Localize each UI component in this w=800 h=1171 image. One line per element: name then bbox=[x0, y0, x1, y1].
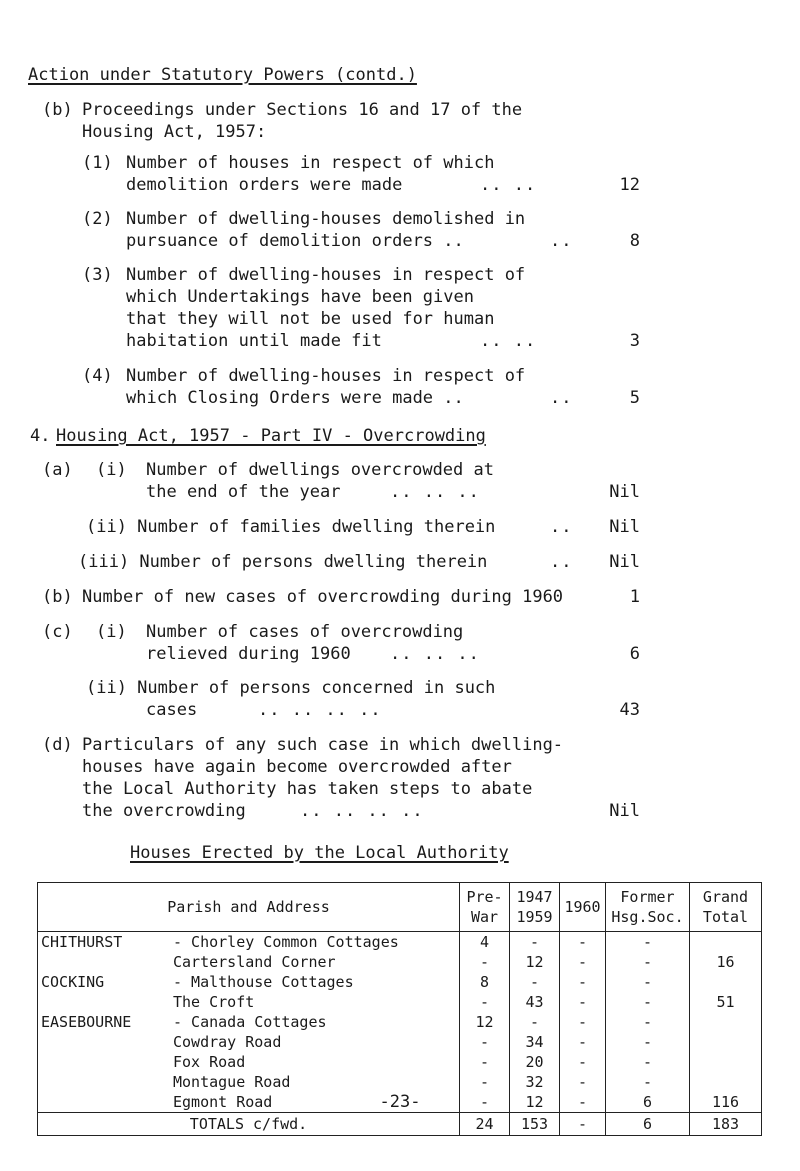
header-1947-1959: 1947 1959 bbox=[510, 883, 560, 932]
section-4a-iii-dots: .. bbox=[550, 552, 573, 572]
section-4c-i-marker: (i) bbox=[96, 622, 127, 642]
item-4-dots: .. bbox=[550, 388, 573, 408]
cell-address: Montague Road bbox=[173, 1072, 291, 1091]
item-3-dots: .. .. bbox=[480, 331, 537, 351]
cell-pre-war: - bbox=[460, 1092, 510, 1113]
cell-1960: - bbox=[560, 1032, 606, 1052]
cell-parish: COCKING bbox=[41, 972, 105, 991]
table-header-row bbox=[38, 883, 762, 932]
cell-address: - Malthouse Cottages bbox=[173, 972, 354, 991]
section-4d-line: Particulars of any such case in which dwelling- bbox=[82, 735, 564, 755]
section-4a-i-line2: the end of the year bbox=[146, 482, 341, 502]
page-heading: Action under Statutory Powers (contd.) bbox=[28, 65, 417, 85]
header-pre-war: Pre- War bbox=[460, 883, 510, 932]
section-4a-i-marker: (i) bbox=[96, 460, 127, 480]
table-row bbox=[38, 952, 762, 972]
item-4-line: which Closing Orders were made .. bbox=[126, 388, 464, 408]
cell-parish-address bbox=[38, 1012, 460, 1032]
cell-parish-address bbox=[38, 972, 460, 992]
cell-pre-war: 12 bbox=[460, 1012, 510, 1032]
cell-address: Cartersland Corner bbox=[173, 952, 336, 971]
section-4c-i-dots: .. .. .. bbox=[390, 644, 480, 664]
section-4-title: Housing Act, 1957 - Part IV - Overcrowding bbox=[56, 426, 486, 446]
cell-parish-address bbox=[38, 1072, 460, 1092]
cell-address: - Chorley Common Cottages bbox=[173, 932, 399, 951]
cell-grand-total bbox=[690, 972, 762, 992]
section-4d-marker: (d) bbox=[42, 735, 73, 755]
cell-pre-war: - bbox=[460, 1032, 510, 1052]
section-4c-marker: (c) bbox=[42, 622, 73, 642]
cell-1947-1959: 12 bbox=[510, 952, 560, 972]
item-2-line: Number of dwelling-houses demolished in bbox=[126, 209, 526, 229]
section-4a-ii: (ii) Number of families dwelling therein bbox=[86, 517, 496, 537]
cell-former: - bbox=[606, 1012, 690, 1032]
cell-pre-war: - bbox=[460, 1052, 510, 1072]
cell-grand-total bbox=[690, 932, 762, 953]
item-2-marker: (2) bbox=[82, 209, 113, 229]
cell-address: - Canada Cottages bbox=[173, 1012, 327, 1031]
section-4b-marker: (b) bbox=[42, 587, 73, 607]
cell-address: Egmont Road bbox=[173, 1092, 273, 1111]
section-4c-ii-line2: cases bbox=[146, 700, 198, 720]
section-4-marker: 4. bbox=[30, 426, 51, 446]
section-4d-value: Nil bbox=[609, 801, 640, 821]
section-4d-dots: .. .. .. .. bbox=[300, 801, 424, 821]
cell-parish-address bbox=[38, 1032, 460, 1052]
cell-1947-1959: 20 bbox=[510, 1052, 560, 1072]
cell-former: - bbox=[606, 1052, 690, 1072]
cell-parish: CHITHURST bbox=[41, 932, 123, 951]
cell-grand-total: 16 bbox=[690, 952, 762, 972]
section-4c-ii-line1: (ii) Number of persons concerned in such bbox=[86, 678, 496, 698]
totals-row bbox=[38, 1113, 762, 1136]
table-row bbox=[38, 1032, 762, 1052]
table-title: Houses Erected by the Local Authority bbox=[130, 843, 509, 863]
cell-former: 6 bbox=[606, 1092, 690, 1113]
cell-pre-war: - bbox=[460, 952, 510, 972]
page-number: -23- bbox=[379, 1092, 421, 1112]
cell-grand-total: 51 bbox=[690, 992, 762, 1012]
item-3-value: 3 bbox=[629, 331, 640, 351]
totals-grand: 183 bbox=[690, 1113, 762, 1136]
cell-1960: - bbox=[560, 972, 606, 992]
cell-1947-1959: 43 bbox=[510, 992, 560, 1012]
item-2-dots: .. bbox=[550, 231, 573, 251]
cell-1960: - bbox=[560, 1072, 606, 1092]
section-4a-i-dots: .. .. .. bbox=[390, 482, 480, 502]
cell-former: - bbox=[606, 1032, 690, 1052]
cell-1960: - bbox=[560, 992, 606, 1012]
cell-1960: - bbox=[560, 932, 606, 953]
item-2-value: 8 bbox=[629, 231, 640, 251]
cell-1947-1959: - bbox=[510, 932, 560, 953]
totals-1960: - bbox=[560, 1113, 606, 1136]
totals-1947-1959: 153 bbox=[510, 1113, 560, 1136]
item-3-line: that they will not be used for human bbox=[126, 309, 495, 329]
cell-1960: - bbox=[560, 952, 606, 972]
totals-label: TOTALS c/fwd. bbox=[38, 1113, 460, 1136]
section-4b-text: Number of new cases of overcrowding during 1960 bbox=[82, 587, 564, 607]
cell-grand-total: 116 bbox=[690, 1092, 762, 1113]
section-b-line2: Housing Act, 1957: bbox=[82, 122, 267, 142]
cell-address: Fox Road bbox=[173, 1052, 246, 1071]
cell-former: - bbox=[606, 1072, 690, 1092]
header-1960: 1960 bbox=[560, 883, 606, 932]
cell-former: - bbox=[606, 952, 690, 972]
cell-parish-address bbox=[38, 1052, 460, 1072]
section-4a-iii-value: Nil bbox=[609, 552, 640, 572]
cell-pre-war: 8 bbox=[460, 972, 510, 992]
cell-1960: - bbox=[560, 1092, 606, 1113]
item-4-line: Number of dwelling-houses in respect of bbox=[126, 366, 526, 386]
section-4d-line: houses have again become overcrowded after bbox=[82, 757, 512, 777]
cell-pre-war: - bbox=[460, 992, 510, 1012]
cell-1960: - bbox=[560, 1052, 606, 1072]
table-row bbox=[38, 1012, 762, 1032]
item-2-line: pursuance of demolition orders .. bbox=[126, 231, 464, 251]
cell-former: - bbox=[606, 932, 690, 953]
item-1-value: 12 bbox=[619, 175, 640, 195]
cell-grand-total bbox=[690, 1032, 762, 1052]
cell-1947-1959: - bbox=[510, 1012, 560, 1032]
section-4a-i-line1: Number of dwellings overcrowded at bbox=[146, 460, 494, 480]
item-1-dots: .. .. bbox=[480, 175, 537, 195]
cell-grand-total bbox=[690, 1052, 762, 1072]
table-row bbox=[38, 1052, 762, 1072]
cell-1947-1959: 32 bbox=[510, 1072, 560, 1092]
item-3-line: Number of dwelling-houses in respect of bbox=[126, 265, 526, 285]
header-parish: Parish and Address bbox=[38, 883, 460, 932]
section-4d-line: the Local Authority has taken steps to abate bbox=[82, 779, 533, 799]
item-4-value: 5 bbox=[629, 388, 640, 408]
table-row bbox=[38, 932, 762, 953]
section-4a-ii-dots: .. bbox=[550, 517, 573, 537]
cell-address: Cowdray Road bbox=[173, 1032, 282, 1051]
section-4a-ii-value: Nil bbox=[609, 517, 640, 537]
section-4d-line: the overcrowding bbox=[82, 801, 246, 821]
cell-1947-1959: 34 bbox=[510, 1032, 560, 1052]
cell-parish-address bbox=[38, 952, 460, 972]
cell-address: The Croft bbox=[173, 992, 255, 1011]
section-4c-ii-value: 43 bbox=[619, 700, 640, 720]
cell-former: - bbox=[606, 992, 690, 1012]
section-4c-i-value: 6 bbox=[629, 644, 640, 664]
cell-parish-address bbox=[38, 932, 460, 953]
header-former: Former Hsg.Soc. bbox=[606, 883, 690, 932]
cell-1960: - bbox=[560, 1012, 606, 1032]
cell-grand-total bbox=[690, 1012, 762, 1032]
item-3-marker: (3) bbox=[82, 265, 113, 285]
cell-parish-address bbox=[38, 992, 460, 1012]
item-4-marker: (4) bbox=[82, 366, 113, 386]
table-row bbox=[38, 992, 762, 1012]
cell-1947-1959: 12 bbox=[510, 1092, 560, 1113]
item-3-line: which Undertakings have been given bbox=[126, 287, 474, 307]
item-1-line: Number of houses in respect of which bbox=[126, 153, 495, 173]
section-4a-marker: (a) bbox=[42, 460, 73, 480]
cell-pre-war: 4 bbox=[460, 932, 510, 953]
section-4c-i-line1: Number of cases of overcrowding bbox=[146, 622, 464, 642]
table-row bbox=[38, 1072, 762, 1092]
table-row bbox=[38, 972, 762, 992]
item-1-line: demolition orders were made bbox=[126, 175, 403, 195]
totals-pre-war: 24 bbox=[460, 1113, 510, 1136]
section-4a-i-value: Nil bbox=[609, 482, 640, 502]
section-4c-i-line2: relieved during 1960 bbox=[146, 644, 351, 664]
section-4c-ii-dots: .. .. .. .. bbox=[258, 700, 382, 720]
cell-grand-total bbox=[690, 1072, 762, 1092]
totals-former: 6 bbox=[606, 1113, 690, 1136]
item-1-marker: (1) bbox=[82, 153, 113, 173]
section-b-marker: (b) bbox=[42, 100, 73, 120]
section-4b-value: 1 bbox=[629, 587, 640, 607]
cell-pre-war: - bbox=[460, 1072, 510, 1092]
header-grand-total: Grand Total bbox=[690, 883, 762, 932]
section-4a-iii: (iii) Number of persons dwelling therein bbox=[78, 552, 488, 572]
cell-parish: EASEBOURNE bbox=[41, 1012, 132, 1031]
cell-1947-1959: - bbox=[510, 972, 560, 992]
item-3-line: habitation until made fit bbox=[126, 331, 382, 351]
cell-former: - bbox=[606, 972, 690, 992]
section-b-line1: Proceedings under Sections 16 and 17 of the bbox=[82, 100, 523, 120]
